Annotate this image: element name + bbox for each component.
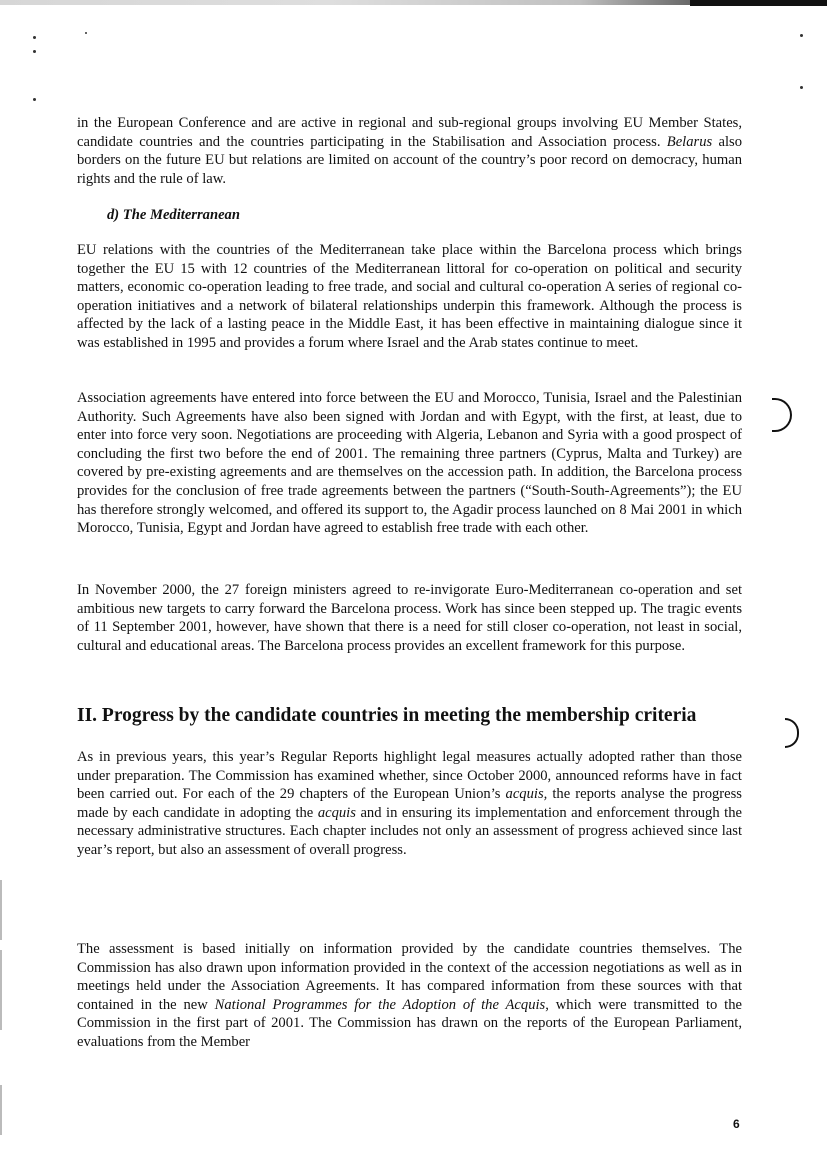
scan-speck: [33, 50, 36, 53]
italic-term: Belarus: [666, 133, 713, 150]
paragraph-text: also borders on the future EU but relations are limited on account of the country’s poor record on democracy, human rights and the rule of law.: [77, 133, 742, 187]
scan-edge-shadow: [0, 880, 2, 940]
paragraph-text: and in ensuring its implementation and enforcement through the necessary administrative structures. Each chapter includes not only an assessment of progress achieved since last year’s report, but also an assessment of overall progress.: [77, 804, 742, 858]
punch-hole-mark: [785, 718, 799, 748]
paragraph-barcelona-process: EU relations with the countries of the Mediterranean take place within the Barcelona process which brings together the EU 15 with 12 countries of the Mediterranean littoral for co-operation on political and security matters, economic co-operation leading to free trade, and social and cultural co-operation A series of regional co-operation initiatives and a network of bilateral relationships underpin this framework. Although the process is affected by the lack of a lasting peace in the Middle East, it has been effective in maintaining dialogue since it was established in 1995 and provides a forum where Israel and the Arab states continue to meet.: [77, 242, 742, 351]
scan-speck: [33, 36, 36, 39]
italic-term: National Programmes for the Adoption of the Acquis: [214, 996, 546, 1013]
paragraph-association-agreements: Association agreements have entered into force between the EU and Morocco, Tunisia, Israel and the Palestinian Authority. Such Agreements have also been signed with Jordan and with Egypt, with the first, at least, due to enter into force very soon. Negotiations are proceeding with Algeria, Lebanon and Syria with a good prospect of concluding the first two before the end of 2001. The remaining three partners (Cyprus, Malta and Turkey) are covered by pre-existing agreements and are themselves on the accession path. In addition, the Barcelona process provides for the conclusion of free trade agreements between the partners (“South-South-Agreements”); the EU has therefore strongly welcomed, and offered its support to, the Agadir process launched on 8 Mai 2001 in which Morocco, Tunisia, Egypt and Jordan have agreed to establish free trade with each other.: [77, 390, 742, 537]
paragraph-text: in the European Conference and are active in regional and sub-regional groups involving EU Member States, candidate countries and the countries participating in the Stabilisation and Association process.: [77, 115, 742, 150]
scan-speck: [800, 86, 803, 89]
page-number: 6: [733, 1117, 740, 1131]
paragraph-text: As in previous years, this year’s Regular Reports highlight legal measures actually adopted rather than those under preparation. The Commission has examined whether, since October 2000, announced reforms have in fact been carried out. For each of the 29 chapters of the European Union’s: [77, 749, 742, 803]
paragraph-text: , which were transmitted to the Commission in the first part of 2001. The Commission has drawn on the reports of the European Parliament, evaluations from the Member: [77, 996, 742, 1050]
paragraph-regular-reports: [77, 748, 742, 860]
section-heading: II. Progress by the candidate countries in meeting the membership criteria: [77, 705, 697, 727]
subheading-mediterranean: d) The Mediterranean: [107, 207, 240, 223]
scan-edge-shadow: [0, 950, 2, 1030]
punch-hole-mark: [772, 398, 792, 432]
paragraph-belarus: [77, 114, 742, 188]
paragraph-november-2000: In November 2000, the 27 foreign ministers agreed to re-invigorate Euro-Mediterranean co-operation and set ambitious new targets to carry forward the Barcelona process. Work has since been stepped up. The tragic events of 11 September 2001, however, have shown that there is a need for still closer co-operation, not least in social, cultural and educational areas. The Barcelona process provides an excellent framework for this purpose.: [77, 582, 742, 654]
italic-term: acquis,: [505, 786, 548, 803]
scan-speck: [33, 98, 36, 101]
scan-speck: [85, 32, 87, 34]
paragraph-text: The assessment is based initially on information provided by the candidate countries themselves. The Commission has also drawn upon information provided in the context of the accession negotiations as well as in meetings held under the Association Agreements. It has compared information from these sources with that contained in the new: [77, 941, 742, 1013]
paragraph-assessment: [77, 940, 742, 1052]
scan-top-edge-dark: [690, 0, 827, 6]
scan-edge-shadow: [0, 1085, 2, 1135]
paragraph-text: the reports analyse the progress made by each candidate in adopting the: [77, 786, 742, 821]
scan-speck: [800, 34, 803, 37]
italic-term: acquis: [317, 804, 356, 821]
